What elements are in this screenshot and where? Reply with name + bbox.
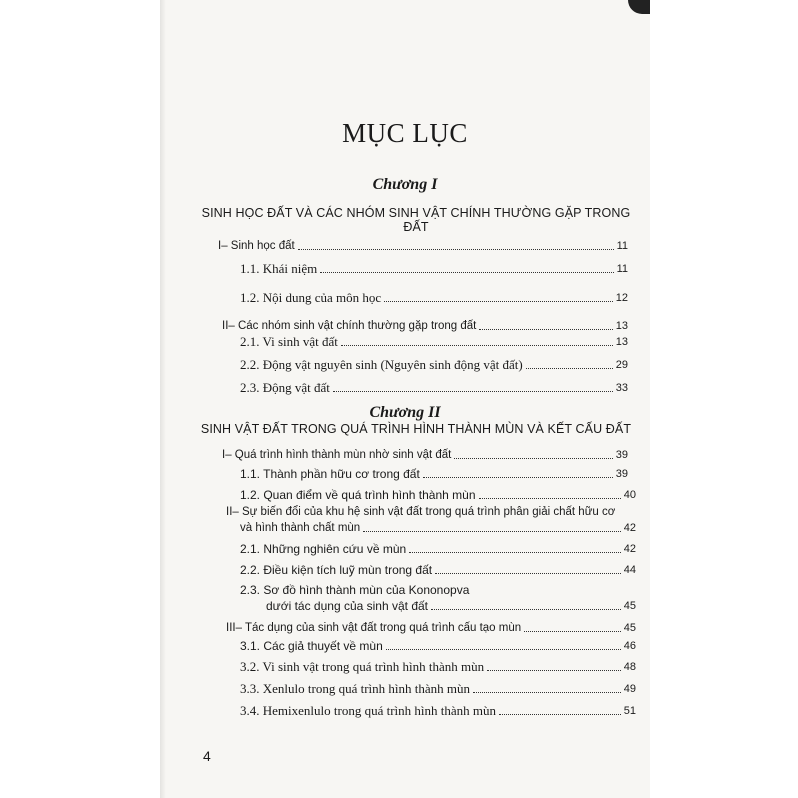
toc-entry-line: II– Sự biến đổi của khu hệ sinh vật đất trong quá trình phân giải chất hữu cơ — [226, 506, 616, 518]
toc-entry-page: 12 — [615, 292, 628, 304]
toc-entry-line: 2.3. Sơ đồ hình thành mùn của Kononopva — [240, 583, 470, 597]
toc-entry-page: 45 — [623, 622, 636, 634]
toc-entry[interactable] — [266, 598, 636, 614]
leader-dots — [341, 345, 613, 346]
toc-entry-title: 2.2. Động vật nguyên sinh (Nguyên sinh động vật đất) — [240, 357, 523, 372]
toc-entry[interactable] — [226, 620, 636, 636]
toc-entry-title: 1.1. Khái niệm — [240, 261, 318, 276]
toc-entry-title: và hình thành chất mùn — [240, 522, 361, 534]
chapter-2-label: Chương II — [369, 404, 441, 421]
toc-entry-page: 46 — [623, 640, 636, 652]
toc-entry[interactable] — [222, 447, 628, 463]
leader-dots — [423, 477, 613, 478]
chapter-1-heading: SINH HỌC ĐẤT VÀ CÁC NHÓM SINH VẬT CHÍNH THƯỜNG GẶP TRONG ĐẤT — [201, 206, 631, 234]
toc-entry-title: 3.4. Hemixenlulo trong quá trình hình thành mùn — [240, 703, 496, 718]
toc-entry-page: 39 — [615, 449, 628, 461]
toc-entry[interactable] — [240, 562, 636, 578]
leader-dots — [363, 531, 621, 532]
toc-entry-title: 3.2. Vi sinh vật trong quá trình hình thành mùn — [240, 659, 485, 674]
toc-entry[interactable] — [240, 487, 636, 503]
leader-dots — [435, 573, 621, 574]
toc-entry-page: 42 — [623, 543, 636, 555]
leader-dots — [386, 649, 621, 650]
leader-dots — [479, 498, 621, 499]
toc-entry-page: 29 — [615, 359, 628, 371]
toc-entry-page: 11 — [616, 240, 628, 252]
leader-dots — [479, 329, 612, 330]
toc-entry-title: 2.1. Vi sinh vật đất — [240, 334, 338, 349]
toc-entry-page: 45 — [623, 600, 636, 612]
toc-entry[interactable] — [240, 261, 628, 277]
toc-entry-title: 1.1. Thành phần hữu cơ trong đất — [240, 467, 420, 481]
toc-entry[interactable] — [240, 357, 628, 373]
toc-entry-title: 3.1. Các giả thuyết về mùn — [240, 639, 383, 653]
toc-entry[interactable] — [222, 318, 628, 334]
toc-entry-page: 11 — [616, 263, 628, 275]
leader-dots — [409, 552, 621, 553]
toc-entry-title: 1.2. Quan điểm về quá trình hình thành mùn — [240, 488, 476, 502]
toc-entry-page: 51 — [623, 705, 636, 717]
leader-dots — [473, 692, 621, 693]
leader-dots — [487, 670, 621, 671]
toc-entry-title: III– Tác dụng của sinh vật đất trong quá trình cấu tạo mùn — [226, 622, 522, 634]
toc-entry[interactable] — [240, 638, 636, 654]
toc-entry[interactable] — [240, 466, 628, 482]
toc-entry[interactable] — [240, 659, 636, 675]
toc-entry-page: 42 — [623, 522, 636, 534]
toc-entry[interactable] — [218, 238, 628, 254]
leader-dots — [526, 368, 613, 369]
leader-dots — [499, 714, 621, 715]
page-number: 4 — [203, 748, 211, 764]
page-title: MỤC LỤC — [342, 118, 468, 148]
toc-entry[interactable] — [240, 703, 636, 719]
toc-entry-title: I– Sinh học đất — [218, 240, 295, 252]
toc-entry-title: 2.1. Những nghiên cứu về mùn — [240, 542, 407, 556]
leader-dots — [320, 272, 613, 273]
toc-entry[interactable] — [240, 380, 628, 396]
toc-entry[interactable] — [240, 290, 628, 306]
toc-entry-title: I– Quá trình hình thành mùn nhờ sinh vật đất — [222, 449, 452, 461]
toc-entry-page: 39 — [615, 468, 628, 480]
leader-dots — [524, 631, 621, 632]
leader-dots — [384, 301, 613, 302]
toc-entry-page: 13 — [615, 320, 628, 332]
leader-dots — [298, 249, 614, 250]
toc-entry-title: II– Các nhóm sinh vật chính thường gặp trong đất — [222, 320, 477, 332]
toc-entry-title: 1.2. Nội dung của môn học — [240, 290, 382, 305]
leader-dots — [333, 391, 613, 392]
toc-entry-page: 33 — [615, 382, 628, 394]
toc-entry-page: 13 — [615, 336, 628, 348]
toc-entry[interactable] — [240, 681, 636, 697]
chapter-1-label: Chương I — [372, 176, 438, 193]
toc-entry-page: 44 — [623, 564, 636, 576]
leader-dots — [454, 458, 612, 459]
toc-entry[interactable] — [240, 334, 628, 350]
toc-entry-page: 49 — [623, 683, 636, 695]
toc-entry-title: 3.3. Xenlulo trong quá trình hình thành mùn — [240, 681, 471, 696]
toc-entry-title: 2.3. Động vật đất — [240, 380, 330, 395]
toc-entry[interactable] — [240, 520, 636, 536]
chapter-2-heading: SINH VẬT ĐẤT TRONG QUÁ TRÌNH HÌNH THÀNH MÙN VÀ KẾT CẤU ĐẤT — [200, 422, 632, 436]
toc-entry-title: 2.2. Điều kiện tích luỹ mùn trong đất — [240, 563, 433, 577]
toc-entry-title: dưới tác dụng của sinh vật đất — [266, 599, 428, 613]
toc-entry-page: 48 — [623, 661, 636, 673]
toc-entry[interactable] — [240, 541, 636, 557]
leader-dots — [431, 609, 621, 610]
toc-entry-page: 40 — [623, 489, 636, 501]
